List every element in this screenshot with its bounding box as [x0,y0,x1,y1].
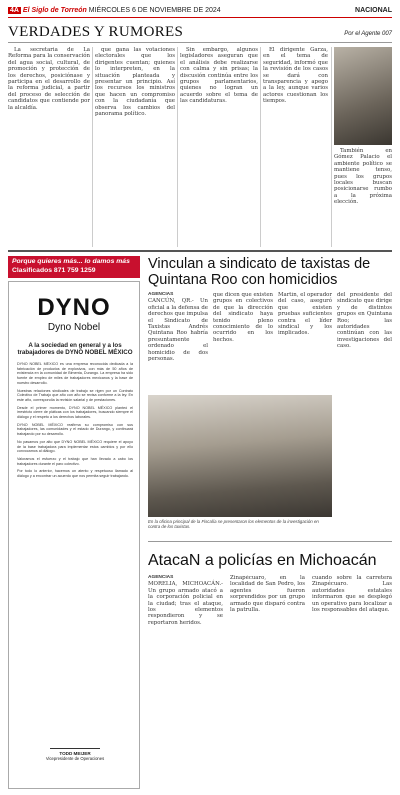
column-divider [92,47,93,247]
section-name: NACIONAL [355,7,392,14]
ad-body [17,362,133,724]
body-column-1 [8,47,90,247]
paragraph: Sin embargo, algunos legisladores aseguran que el análisis debe realizarse con calma y sin prisas; la discusión continúa entre los grupos parlamentarios, quienes no logran un acuerdo sobre el tema de las candidaturas. [180,47,258,105]
classified-banner [8,256,140,278]
classified-slogan: Porque quieres más... lo damos más [12,258,130,265]
ad-paragraph: Valoramos el esfuerzo y el trabajo que han llevado a cabo los trabajadores durante el paro colectivo. [17,456,133,466]
story-column [230,575,305,789]
story-column [312,575,392,789]
story-kicker: AGENCIAS [148,292,174,297]
divider [8,42,392,43]
ad-signature [17,748,133,761]
brand-name: DYNO [37,294,111,321]
paragraph: La secretaria de La Reforma para la conservación del agua social, cultural, de promoción y protección de los derechos, posiciónase y participa en el desarrollo de la reforma judicial, a partir del proceso de selección de candidatos que contiende por la alcaldía. [8,47,90,111]
ad-logo [9,294,139,333]
paragraph: Zinapécuaro, en la localidad de San Pedro, los agentes fueron sorprendidos por un grupo armado que disparó contra la patrulla. [230,575,305,614]
ad-paragraph: DYNO NOBEL MÉXICO reafirma su compromiso con sus trabajadores, las comunidades y el estado de Durango, y continuará trabajando por su desarrollo. [17,422,133,437]
ad-headline: A la sociedad en general y a los trabajadores de DYNO NOBEL MÉXICO [17,342,133,357]
page-header [8,6,392,18]
body-column-4 [263,47,328,247]
signature-line [50,748,100,749]
body-column-3 [180,47,258,247]
signer-role: Vicepresidente de Operaciones [45,756,105,761]
signer-name: TODD MEIJER [59,751,91,756]
paragraph: del presidente del sindicato que dirige y de distintos grupos en Quintana Roo; las autoridades continúan con las investigaciones del caso. [337,292,392,350]
story-headline: Vinculan a sindicato de taxistas de Quintana Roo con homicidios [148,256,371,288]
columnist-photo [334,47,392,145]
paragraph: Martín, el operador del caso, aseguró que existen pruebas suficientes contra el líder sindical y los implicados. [278,292,332,337]
story-column [337,292,392,532]
classified-phone: Clasificados 871 759 1259 [12,267,96,274]
column-divider [177,47,178,247]
paragraph: que gana las votaciones electorales que los dirigentes cuentan; quienes lo interpreten, en la situación planteada y presentar un principio. Así los recursos los ministros que hacen un compromiso con la ciudadanía que observa los cambios del panorama político. [95,47,175,118]
photo-caption: En la oficina principal de la Fiscalía se presentaron los elementos de la investigación en contra de los taxistas. [148,519,319,530]
page-number: 4A [10,7,19,14]
column-divider [260,47,261,247]
column-byline: Por el Agente 007 [344,31,392,37]
ad-paragraph: No pasamos por alto que DYNO NOBEL MÉXICO requiere el apoyo de la base trabajadora para implementar estos cambios y por ello convocamos al diálogo. [17,439,133,454]
column-title: VERDADES Y RUMORES [8,24,184,40]
paragraph: cuando sobre la carretera Zinapécuaro. Las autoridades estatales informaron que se desplegó un operativo para localizar a los responsables del ataque. [312,575,392,614]
section-divider [8,250,392,252]
ad-paragraph: Por todo lo anterior, hacemos un atento y respetuoso llamado al diálogo y a encontrar un acuerdo que nos permita seguir trabajando. [17,469,133,479]
paragraph: También en Gómez Palacio el ambiente político se mantiene tenso, pues los grupos locales buscan posicionarse rumbo a la próxima elección. [334,148,392,206]
paragraph: MORELIA, MICHOACÁN.- Un grupo armado atacó a la corporación policial en la ciudad; tras el ataque, los elementos respondieron y se reportaron heridos. [148,581,223,626]
ad-paragraph: DYNO NOBEL MÉXICO es una empresa reconocida dedicada a la fabricación de productos de explosivos, con más de 50 años de existencia en la comunidad de Bimenta, Durango. La empresa ha sido fuente de empleo de miles de trabajadores mexicanos y la base de nuestro desarrollo. [17,362,133,385]
ad-paragraph: Desde el primer momento, DYNO NOBEL MÉXICO planteó el irrestricto cierre de pláticas con los trabajadores, buscando siempre el diálogo y el respeto a los derechos laborales. [17,405,133,420]
newspaper-name: El Siglo de Torreón [22,7,87,14]
brand-subtitle: Dyno Nobel [47,322,101,333]
body-column-2 [95,47,175,247]
header-left [8,7,221,14]
news-photo [148,395,332,517]
issue-date: MIÉRCOLES 6 DE NOVIEMBRE DE 2024 [88,7,221,14]
paragraph: que dicen que existen grupos en colectivos de que la dirección del sindicato haya tenido pleno conocimiento de lo ocurrido en los hechos. [213,292,273,343]
paragraph: CANCÚN, QR.- Un oficial a la defensa de derechos que impulsa el Sindicato de Taxistas Andrés Quintana Roo habría presuntamente ordenado el homicidio de dos personas. [148,298,208,363]
advertisement [8,281,140,789]
story-column [148,575,223,789]
divider [148,541,392,542]
column-divider [331,47,332,247]
paragraph: El dirigente Garza, en el tema de seguridad, informó que la revisión de los casos se dará con transparencia y apego a la ley, aunque varios actores cuestionan los tiempos. [263,47,328,105]
story-kicker: AGENCIAS [148,575,174,580]
ad-paragraph: Nuestras relaciones sindicales de trabajo se rigen por un Contrato Colectivo de Trabajo que año con año se revisa conforme a la ley. En este año, correspondía la revisión salarial y de prestaciones. [17,388,133,402]
story-headline: AtacaN a policías en Michoacán [148,552,377,569]
body-column-5 [334,47,392,247]
